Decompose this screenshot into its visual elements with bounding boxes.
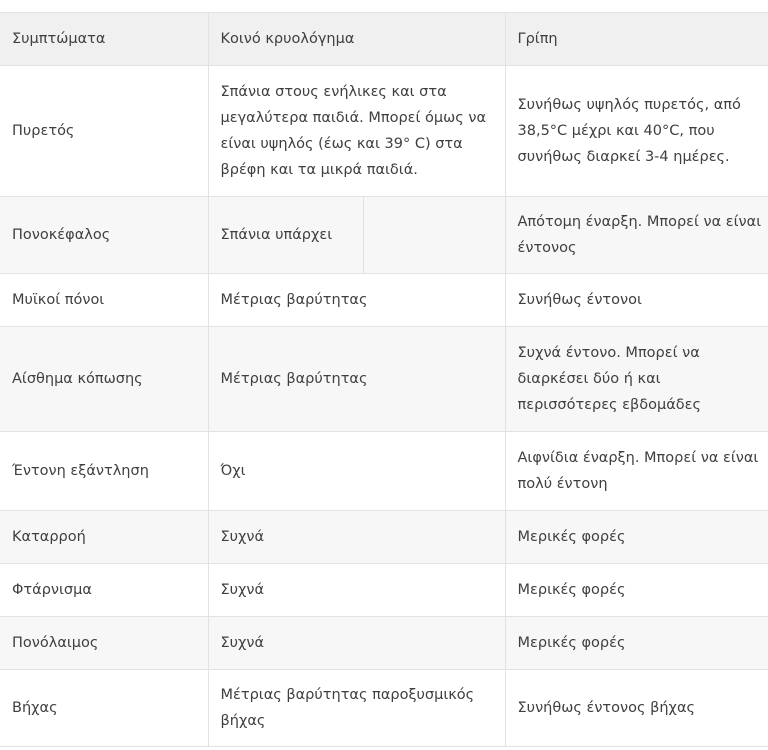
cell-symptom: Βήχας (0, 670, 208, 747)
table-row-cough (0, 670, 768, 747)
cell-common-cold: Σπάνια υπάρχει (208, 197, 363, 274)
cell-flu: Αιφνίδια έναρξη. Μπορεί να είναι πολύ έντονη (505, 432, 768, 511)
cell-common-cold: Μέτριας βαρύτητας (208, 327, 505, 432)
cell-symptom: Φτάρνισμα (0, 564, 208, 617)
cell-flu: Συνήθως έντονος βήχας (505, 670, 768, 747)
table-row-runny-nose (0, 511, 768, 564)
cell-common-cold: Μέτριας βαρύτητας (208, 274, 505, 327)
cell-common-cold: Συχνά (208, 564, 505, 617)
cell-flu: Μερικές φορές (505, 564, 768, 617)
cell-common-cold: Μέτριας βαρύτητας παροξυσμικός βήχας (208, 670, 505, 747)
cell-symptom: Πονόλαιμος (0, 617, 208, 670)
header-symptoms: Συμπτώματα (0, 13, 208, 66)
cell-symptom: Αίσθημα κόπωσης (0, 327, 208, 432)
cell-symptom: Πονοκέφαλος (0, 197, 208, 274)
cell-symptom: Μυϊκοί πόνοι (0, 274, 208, 327)
header-common-cold: Κοινό κρυολόγημα (208, 13, 505, 66)
table-header-row (0, 13, 768, 66)
table-row-exhaustion (0, 432, 768, 511)
symptoms-comparison-table (0, 12, 768, 747)
cell-symptom: Έντονη εξάντληση (0, 432, 208, 511)
cell-common-cold: Συχνά (208, 617, 505, 670)
cell-flu: Μερικές φορές (505, 617, 768, 670)
header-flu: Γρίπη (505, 13, 768, 66)
cell-common-cold: Όχι (208, 432, 505, 511)
table-row-headache (0, 197, 768, 274)
table-row-sore-throat (0, 617, 768, 670)
table-row-fever (0, 66, 768, 197)
table-row-sneezing (0, 564, 768, 617)
cell-common-cold: Συχνά (208, 511, 505, 564)
table-row-muscle-pain (0, 274, 768, 327)
cell-flu: Συχνά έντονο. Μπορεί να διαρκέσει δύο ή και περισσότερες εβδομάδες (505, 327, 768, 432)
cell-flu: Απότομη έναρξη. Μπορεί να είναι έντονος (505, 197, 768, 274)
cell-flu: Συνήθως υψηλός πυρετός, από 38,5°C μέχρι και 40°C, που συνήθως διαρκεί 3-4 ημέρες. (505, 66, 768, 197)
cell-symptom: Καταρροή (0, 511, 208, 564)
cell-symptom: Πυρετός (0, 66, 208, 197)
cell-flu: Μερικές φορές (505, 511, 768, 564)
table-row-fatigue (0, 327, 768, 432)
cell-common-cold: Σπάνια στους ενήλικες και στα μεγαλύτερα παιδιά. Μπορεί όμως να είναι υψηλός (έως και 39° C) στα βρέφη και τα μικρά παιδιά. (208, 66, 505, 197)
cell-flu: Συνήθως έντονοι (505, 274, 768, 327)
comparison-table-container (0, 12, 768, 747)
cell-empty (363, 197, 505, 274)
